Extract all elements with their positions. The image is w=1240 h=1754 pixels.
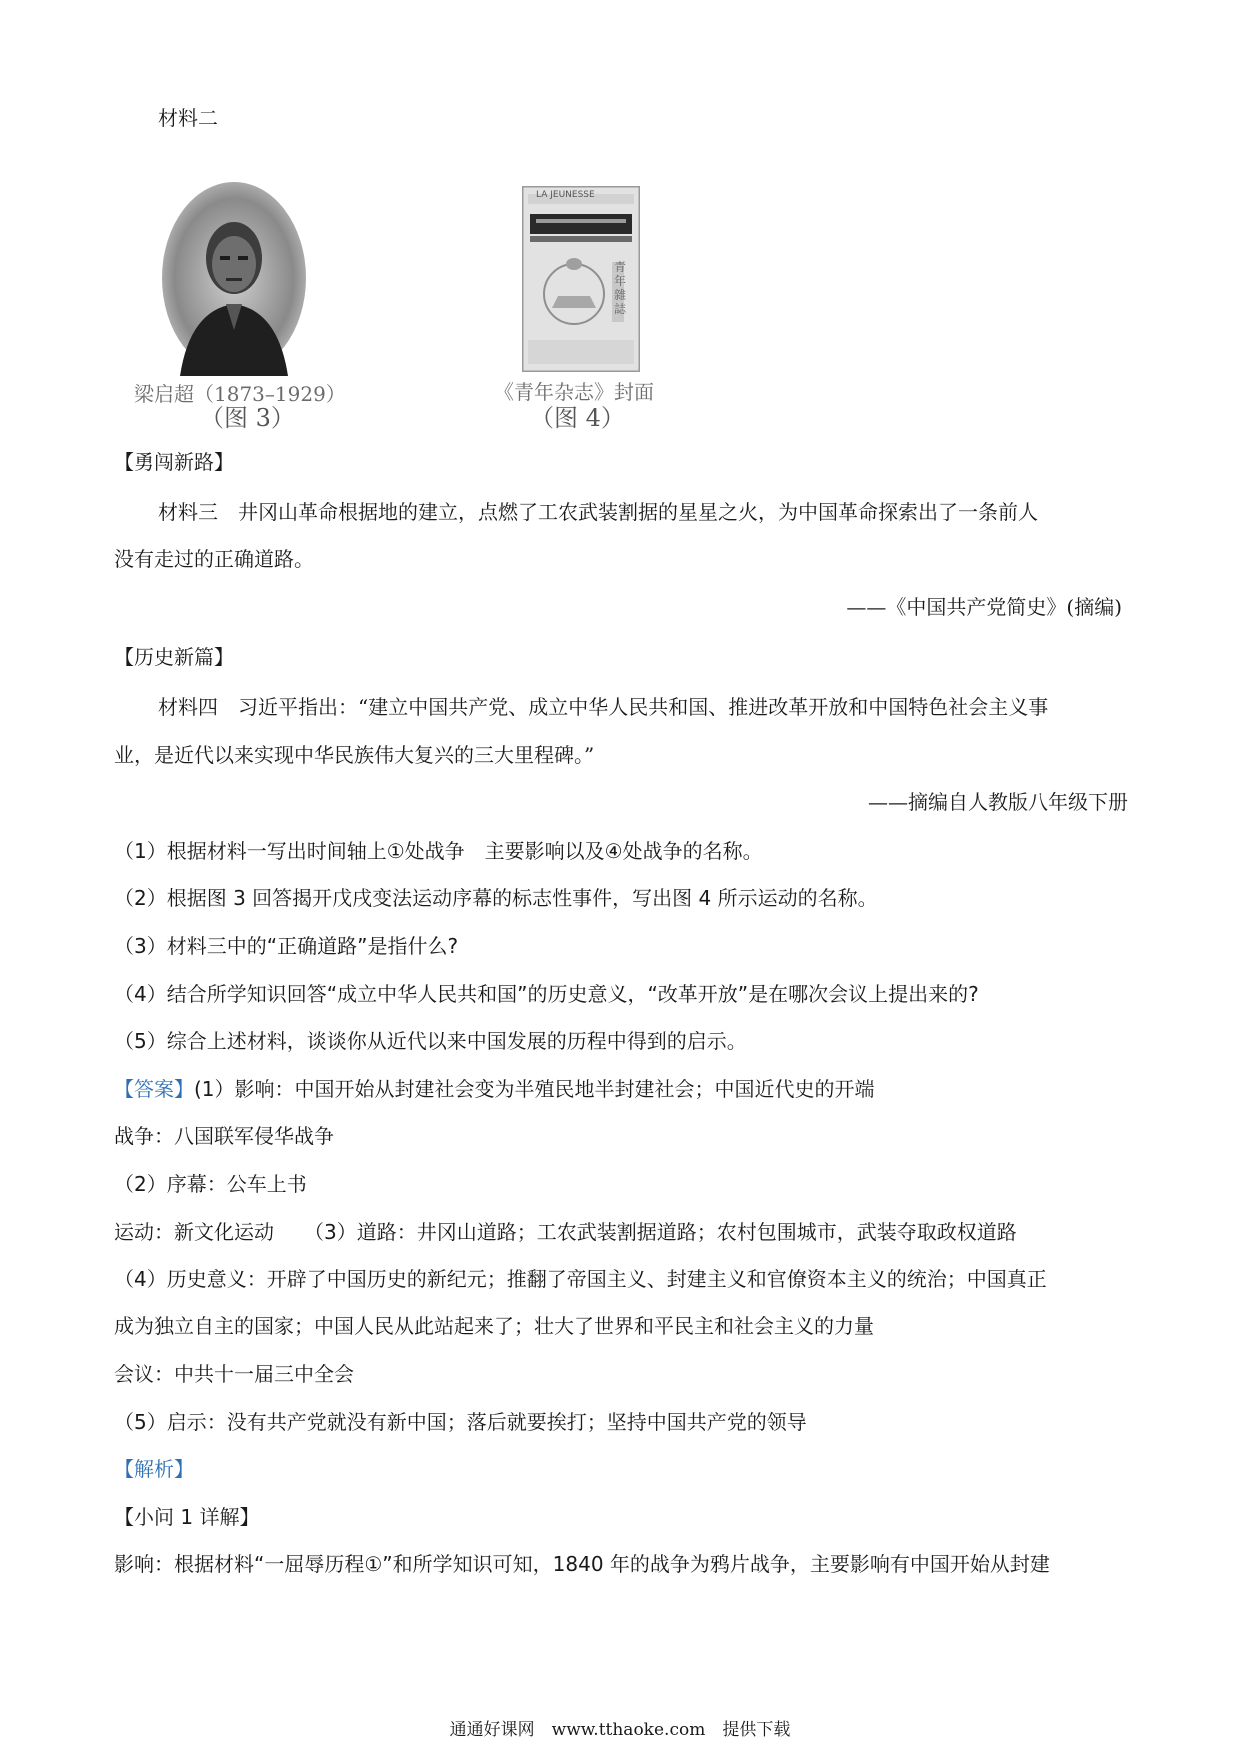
page-footer: 通通好课网 www.tthaoke.com 提供下载 xyxy=(449,1720,791,1740)
fig4-number: （图 4） xyxy=(530,404,625,432)
analysis-text: 影响：根据材料“一屈辱历程①”和所学知识可知，1840 年的战争为鸦片战争，主要影响有中国开始从封建 xyxy=(114,1552,1050,1576)
fig3-caption: 梁启超（1873–1929） xyxy=(134,382,346,406)
material4-source: ——摘编自人教版八年级下册 xyxy=(868,790,1128,814)
liang-qichao-portrait xyxy=(160,180,308,376)
answer-2: （2）序幕：公车上书 xyxy=(114,1172,307,1196)
answer-4c: 会议：中共十一届三中全会 xyxy=(114,1362,354,1386)
material3-source: ——《中国共产党简史》(摘编) xyxy=(846,595,1122,619)
question-1: （1）根据材料一写出时间轴上①处战争 主要影响以及④处战争的名称。 xyxy=(114,839,763,863)
answer-4: （4）历史意义：开辟了中国历史的新纪元；推翻了帝国主义、封建主义和官僚资本主义的统治；中国真正 xyxy=(114,1267,1047,1291)
material4-line2: 业，是近代以来实现中华民族伟大复兴的三大里程碑。” xyxy=(114,743,595,767)
answer-tag: 【答案】 xyxy=(114,1077,194,1101)
answer-5: （5）启示：没有共产党就没有新中国；落后就要挨打；坚持中国共产党的领导 xyxy=(114,1410,807,1434)
answer-line-1 xyxy=(114,1075,875,1103)
answer-1b: 战争：八国联军侵华战争 xyxy=(114,1124,334,1148)
answer-1: (1）影响：中国开始从封建社会变为半殖民地半封建社会；中国近代史的开端 xyxy=(194,1077,875,1101)
cover-char: 雜 xyxy=(614,288,627,302)
answer-2b-3: 运动：新文化运动 （3）道路：井冈山道路；工农武装割据道路；农村包围城市，武装夺取政权道路 xyxy=(114,1220,1017,1244)
analysis-subheading-1: 【小问 1 详解】 xyxy=(114,1505,260,1529)
analysis-tag: 【解析】 xyxy=(114,1457,194,1481)
fig3-number: （图 3） xyxy=(200,404,295,432)
answer-4b: 成为独立自主的国家；中国人民从此站起来了；壮大了世界和平民主和社会主义的力量 xyxy=(114,1314,874,1338)
cover-char: 青 xyxy=(614,260,627,274)
material3-line1: 材料三 井冈山革命根据地的建立，点燃了工农武装割据的星星之火，为中国革命探索出了一条前人 xyxy=(158,500,1038,524)
material4-line1: 材料四 习近平指出：“建立中国共产党、成立中华人民共和国、推进改革开放和中国特色社会主义事 xyxy=(158,695,1049,719)
cover-char: 誌 xyxy=(614,302,627,316)
section-heading-history: 【历史新篇】 xyxy=(114,645,234,669)
section-heading-brave: 【勇闯新路】 xyxy=(114,450,234,474)
cover-char: 年 xyxy=(614,274,627,288)
material2-label: 材料二 xyxy=(158,106,218,130)
question-3: （3）材料三中的“正确道路”是指什么? xyxy=(114,934,459,958)
question-5: （5）综合上述材料，谈谈你从近代以来中国发展的历程中得到的启示。 xyxy=(114,1029,747,1053)
material3-line2: 没有走过的正确道路。 xyxy=(114,547,314,571)
question-2: （2）根据图 3 回答揭开戊戌变法运动序幕的标志性事件，写出图 4 所示运动的名称。 xyxy=(114,886,878,910)
fig4-caption: 《青年杂志》封面 xyxy=(494,380,654,404)
cover-title-chars xyxy=(614,260,628,316)
cover-latin-text: LA JEUNESSE xyxy=(536,190,595,200)
question-4: （4）结合所学知识回答“成立中华人民共和国”的历史意义，“改革开放”是在哪次会议上提出来的? xyxy=(114,982,979,1006)
